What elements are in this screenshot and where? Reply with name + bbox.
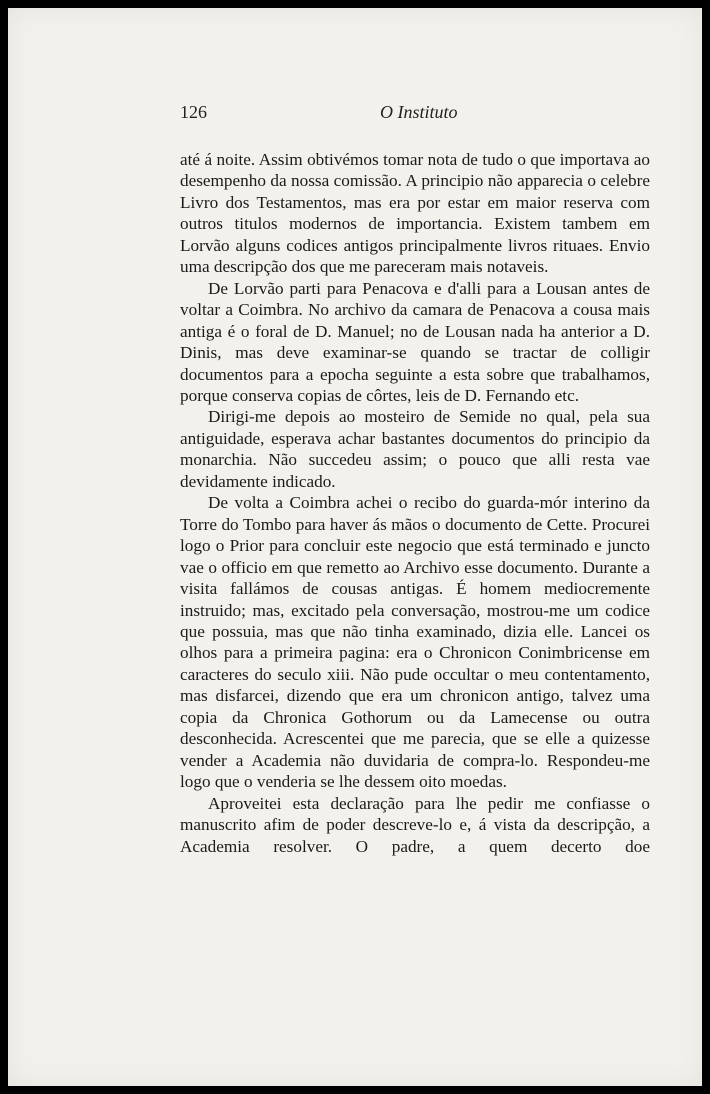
paragraph-5: Aproveitei esta declaração para lhe pedir me confiasse o manuscrito afim de poder descreve-lo e, á vista da descripção, a Academia resolver. O padre, a quem decerto doe <box>180 793 650 856</box>
paragraph-4: De volta a Coimbra achei o recibo do guarda-mór interino da Torre do Tombo para haver ás mãos o documento de Cette. Procurei logo o Prior para concluir este negocio que está terminado e juncto vae o officio em que remetto ao Archivo esse documento. Durante a visita fallámos de cousas antigas. É homem mediocremente instruido; mas, excitado pela conversação, mostrou-me um codice que possuia, mas que não tinha examinado, dizia elle. Lancei os olhos para a primeira pagina: era o Chronicon Conimbricense em caracteres do seculo xiii. Não pude occultar o meu contentamento, mas disfarcei, dizendo que era um chronicon antigo, talvez uma copia da Chronica Gothorum ou da Lamecense ou outra desconhecida. Acrescentei que me parecia, que se elle a quizesse vender a Academia não duvidaria de compra-lo. Respondeu-me logo que o venderia se lhe dessem oito moedas. <box>180 493 650 792</box>
running-title: O Instituto <box>380 102 458 122</box>
body-text <box>180 149 650 857</box>
paragraph-3: Dirigi-me depois ao mosteiro de Semide no qual, pela sua antiguidade, esperava achar bastantes documentos do principio da monarchia. Não succedeu assim; o pouco que alli resta vae devidamente indicado. <box>180 407 650 491</box>
page-header <box>180 102 652 124</box>
page-number: 126 <box>180 102 207 122</box>
paragraph-2: De Lorvão parti para Penacova e d'alli para a Lousan antes de voltar a Coimbra. No archivo da camara de Penacova a cousa mais antiga é o foral de D. Manuel; no de Lousan nada ha anterior a D. Dinis, mas deve examinar-se quando se tractar de colligir documentos para a epocha seguinte a esta sobre que trabalhamos, porque conserva copias de côrtes, leis de D. Fernando etc. <box>180 278 650 405</box>
document-page <box>8 8 702 1086</box>
paragraph-1: até á noite. Assim obtivémos tomar nota de tudo o que importava ao desempenho da nossa comissão. A principio não apparecia o celebre Livro dos Testamentos, mas era por estar em maior reserva com outros titulos modernos de importancia. Existem tambem em Lorvão alguns codices antigos principalmente livros rituaes. Envio uma descripção dos que me pareceram mais notaveis. <box>180 150 650 277</box>
